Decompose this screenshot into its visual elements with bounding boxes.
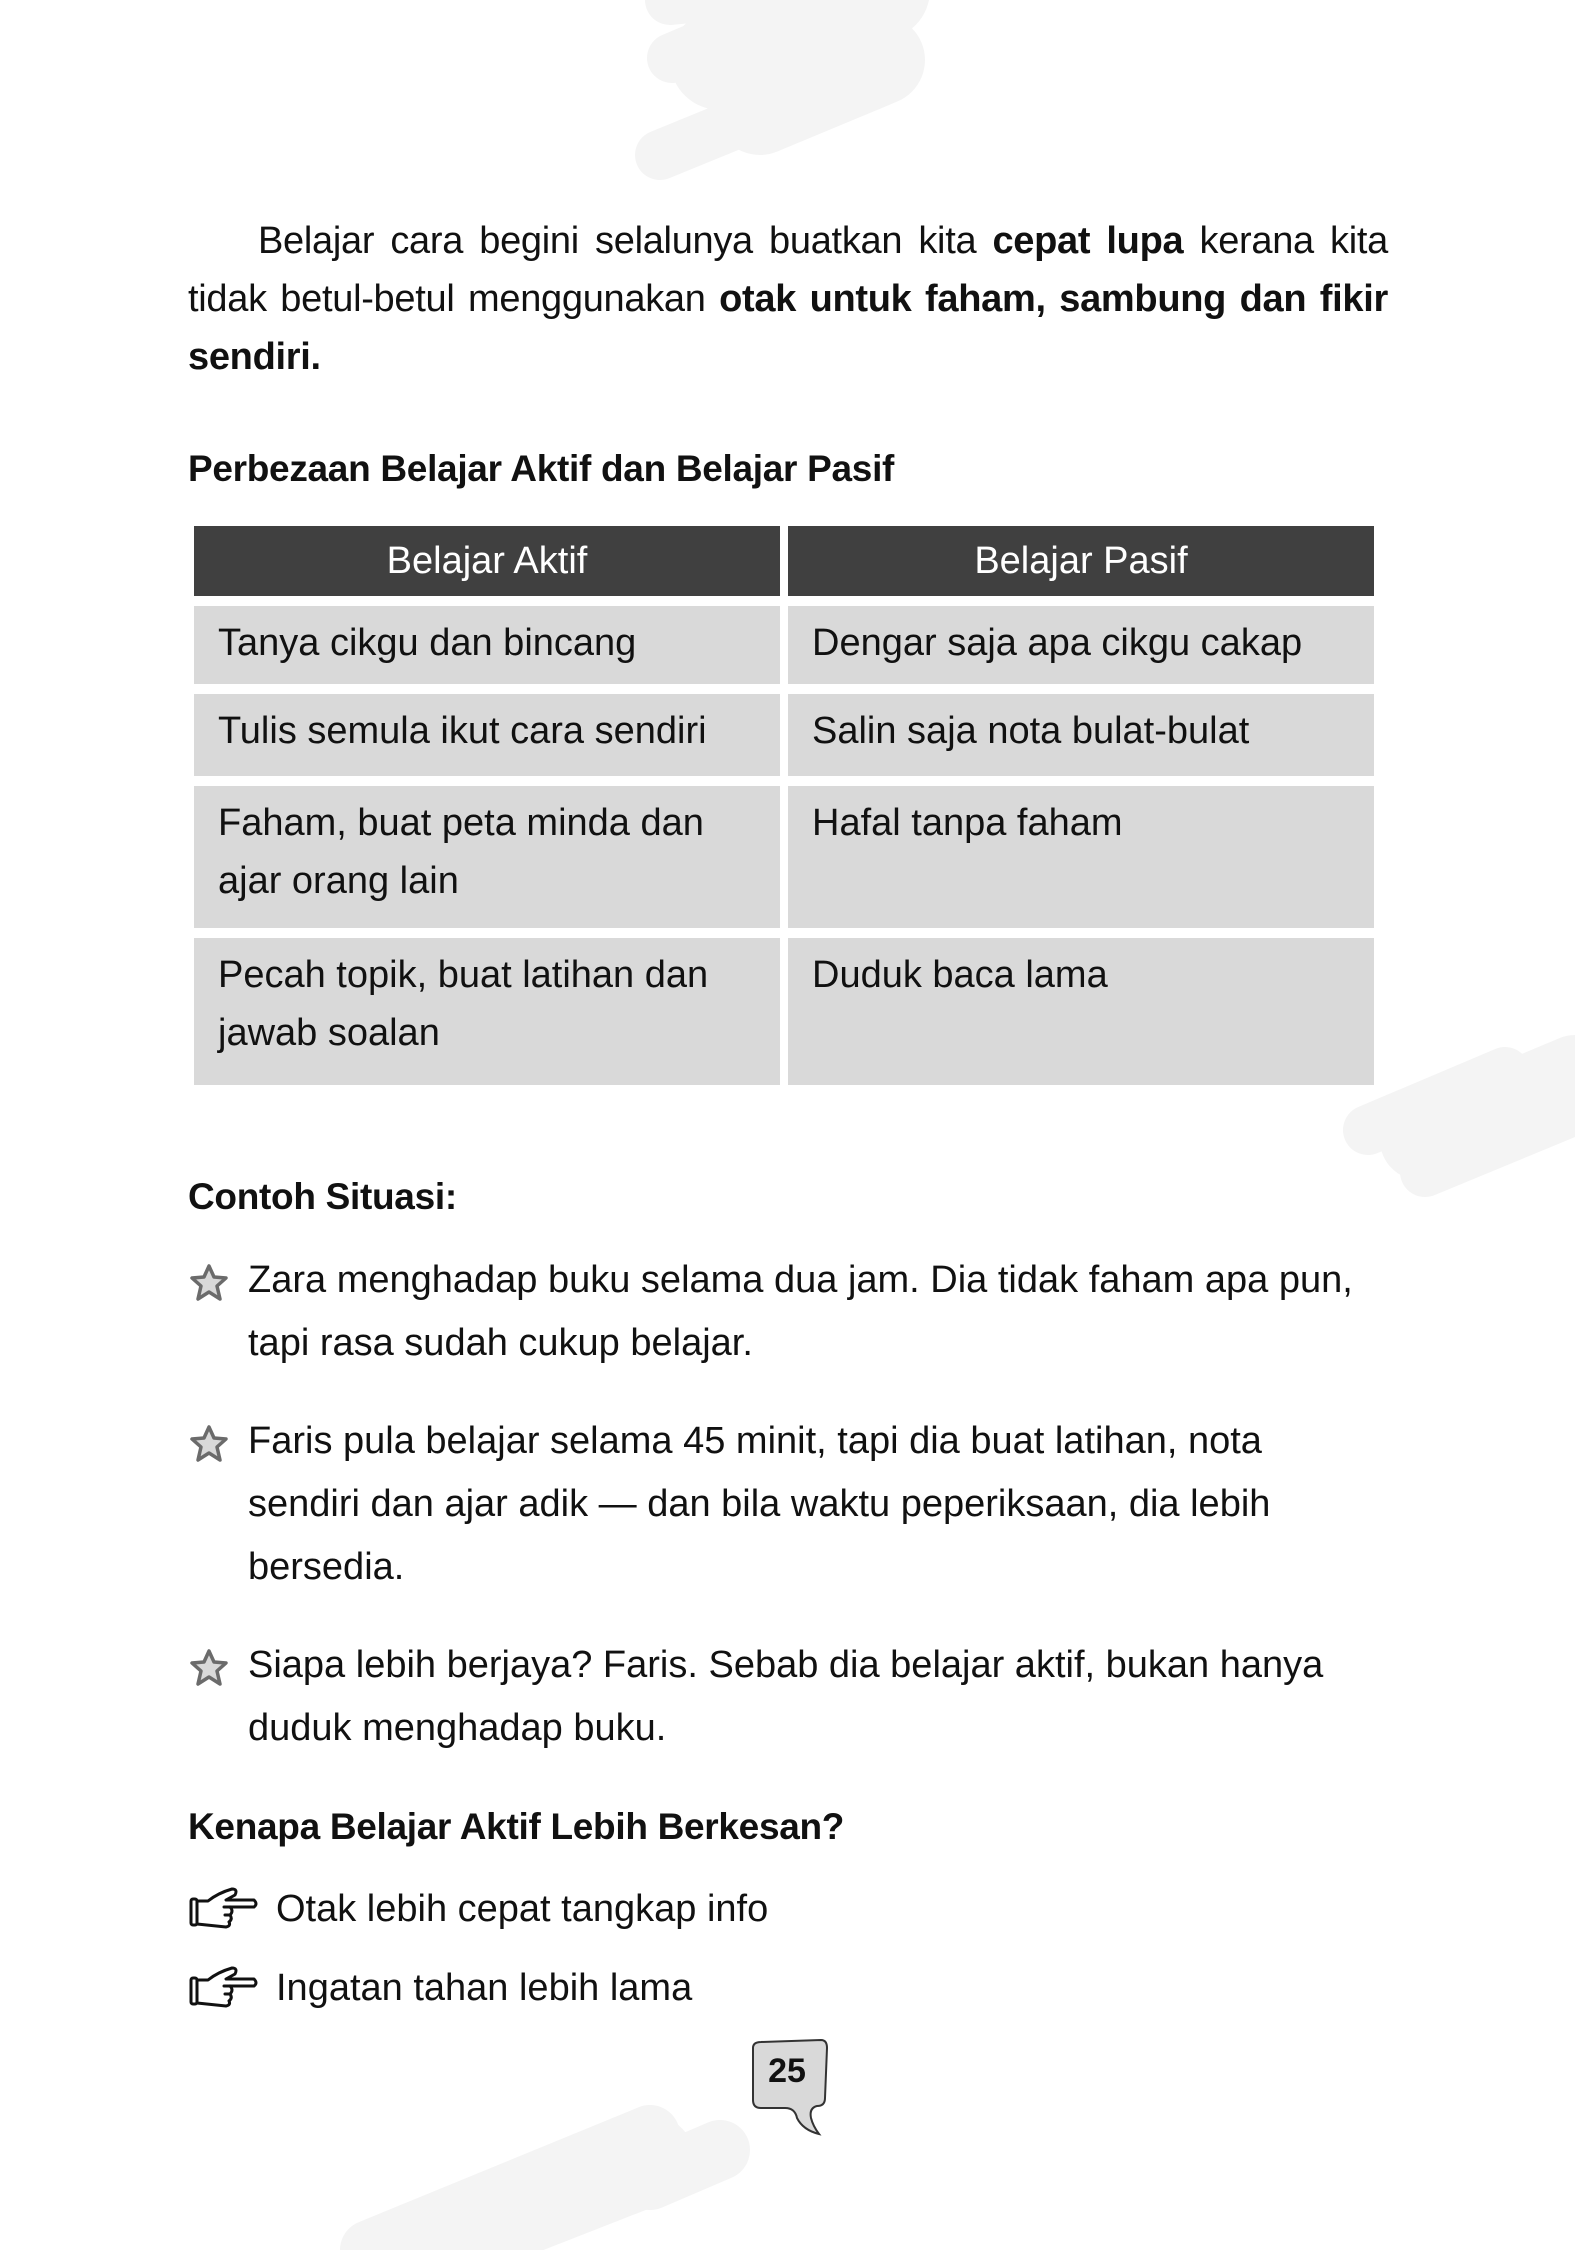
situation-text: Zara menghadap buku selama dua jam. Dia tidak faham apa pun, tapi rasa sudah cukup belajar. [248,1259,1353,1364]
table-cell: Tulis semula ikut cara sendiri [194,694,780,776]
star-icon [188,1424,230,1464]
table-cell: Salin saja nota bulat-bulat [788,694,1374,776]
table-cell: Tanya cikgu dan bincang [194,606,780,684]
table-cell: Pecah topik, buat latihan dan jawab soalan [194,938,780,1085]
page-number: 25 [768,2052,806,2090]
intro-text-2: kerana kita tidak betul-betul menggunakan [188,220,1388,320]
column-header-pasif: Belajar Pasif [788,526,1374,596]
table-cell: Dengar saja apa cikgu cakap [788,606,1374,684]
why-heading: Kenapa Belajar Aktif Lebih Berkesan? [188,1806,845,1847]
situation-text: Siapa lebih berjaya? Faris. Sebab dia belajar aktif, bukan hanya duduk menghadap buku. [248,1644,1324,1749]
table-cell: Faham, buat peta minda dan ajar orang lain [194,786,780,928]
intro-paragraph [188,212,1388,386]
pointing-hand-icon [188,1964,260,2012]
situation-heading: Contoh Situasi: [188,1176,457,1217]
situation-text: Faris pula belajar selama 45 minit, tapi dia buat latihan, nota sendiri dan ajar adik — dan bila waktu peperiksaan, dia lebih bersedia. [248,1420,1271,1588]
situation-item [188,1634,1388,1760]
situation-item [188,1410,1388,1599]
table-cell: Hafal tanpa faham [788,786,1374,928]
column-header-aktif: Belajar Aktif [194,526,780,596]
table-row [194,938,1374,1085]
star-icon [188,1648,230,1688]
table-header-row [194,526,1374,596]
situation-item [188,1249,1388,1375]
pointing-hand-icon [188,1885,260,1933]
intro-text-1: Belajar cara begini selalunya buatkan kita [258,220,993,262]
table-cell: Duduk baca lama [788,938,1374,1085]
why-point-text: Otak lebih cepat tangkap info [276,1888,769,1930]
comparison-table [186,516,1382,1095]
table-heading: Perbezaan Belajar Aktif dan Belajar Pasif [188,448,895,489]
why-point-text: Ingatan tahan lebih lama [276,1967,693,2009]
intro-bold-1: cepat lupa [992,220,1184,262]
why-point [188,1963,692,2013]
table-row [194,786,1374,928]
table-row [194,694,1374,776]
star-icon [188,1263,230,1303]
intro-bold-2: otak untuk faham, sambung dan fikir sendiri. [188,278,1388,378]
why-point [188,1884,768,1934]
table-row [194,606,1374,684]
